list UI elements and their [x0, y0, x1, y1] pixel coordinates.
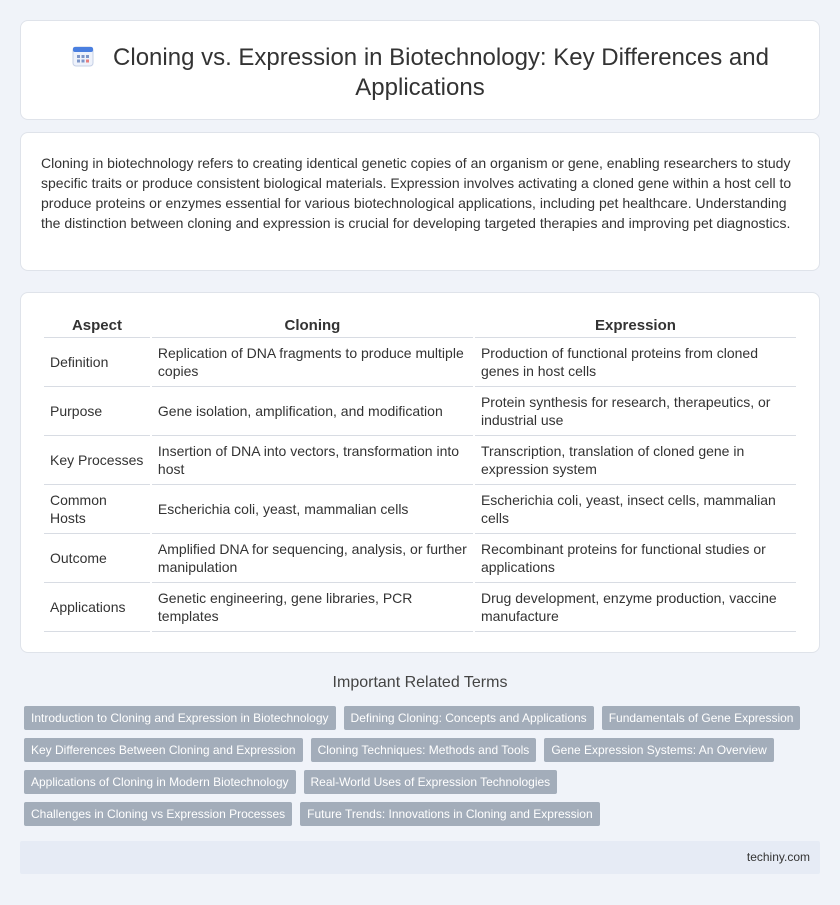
expression-cell: Recombinant proteins for functional studies or applications [475, 534, 796, 583]
related-terms-title: Important Related Terms [332, 674, 508, 691]
expression-cell: Production of functional proteins from cloned genes in host cells [475, 338, 796, 387]
comparison-table [42, 314, 798, 632]
page-title: Cloning vs. Expression in Biotechnology: Key Differences and Applications [113, 44, 769, 101]
related-term-tag[interactable]: Cloning Techniques: Methods and Tools [311, 738, 537, 762]
cloning-cell: Insertion of DNA into vectors, transformation into host [152, 436, 473, 485]
tag-row [24, 770, 816, 794]
cloning-cell: Genetic engineering, gene libraries, PCR templates [152, 583, 473, 632]
aspect-cell: Key Processes [44, 436, 150, 485]
aspect-cell: Definition [44, 338, 150, 387]
table-row [44, 583, 796, 632]
related-term-tag[interactable]: Introduction to Cloning and Expression in Biotechnology [24, 706, 336, 730]
expression-cell: Escherichia coli, yeast, insect cells, mammalian cells [475, 485, 796, 534]
intro-card [20, 132, 820, 271]
footer-site-link[interactable]: techiny.com [746, 850, 810, 864]
table-row [44, 534, 796, 583]
header-card [20, 20, 820, 120]
expression-cell: Transcription, translation of cloned gene in expression system [475, 436, 796, 485]
aspect-cell: Applications [44, 583, 150, 632]
header-aspect: Aspect [44, 314, 150, 338]
aspect-cell: Outcome [44, 534, 150, 583]
table-row [44, 436, 796, 485]
header-expression: Expression [475, 314, 796, 338]
calendar-icon [71, 44, 95, 68]
expression-cell: Protein synthesis for research, therapeutics, or industrial use [475, 387, 796, 436]
header-cloning: Cloning [152, 314, 473, 338]
table-row [44, 387, 796, 436]
related-term-tag[interactable]: Challenges in Cloning vs Expression Processes [24, 802, 292, 826]
related-term-tag[interactable]: Defining Cloning: Concepts and Applications [344, 706, 594, 730]
expression-cell: Drug development, enzyme production, vaccine manufacture [475, 583, 796, 632]
aspect-cell: Common Hosts [44, 485, 150, 534]
tag-row [24, 738, 816, 762]
related-term-tag[interactable]: Future Trends: Innovations in Cloning and Expression [300, 802, 600, 826]
tag-row [24, 802, 816, 826]
related-term-tag[interactable]: Applications of Cloning in Modern Biotechnology [24, 770, 296, 794]
footer [20, 841, 820, 874]
table-header-row [44, 314, 796, 338]
related-terms-tags [24, 706, 816, 834]
cloning-cell: Amplified DNA for sequencing, analysis, or further manipulation [152, 534, 473, 583]
cloning-cell: Gene isolation, amplification, and modification [152, 387, 473, 436]
cloning-cell: Escherichia coli, yeast, mammalian cells [152, 485, 473, 534]
cloning-cell: Replication of DNA fragments to produce multiple copies [152, 338, 473, 387]
table-row [44, 338, 796, 387]
related-term-tag[interactable]: Gene Expression Systems: An Overview [544, 738, 773, 762]
intro-paragraph: Cloning in biotechnology refers to creating identical genetic copies of an organism or gene, enabling researchers to study specific traits or produce consistent biological materials. Expression involves activating a cloned gene within a host cell to produce proteins or enzymes essential for various biotechnological applications, including pet healthcare. Understanding the distinction between cloning and expression is crucial for developing targeted therapies and improving pet diagnostics. [41, 155, 792, 231]
comparison-table-card [20, 292, 820, 653]
related-term-tag[interactable]: Fundamentals of Gene Expression [602, 706, 801, 730]
aspect-cell: Purpose [44, 387, 150, 436]
page-title-wrap [61, 43, 779, 103]
related-term-tag[interactable]: Real-World Uses of Expression Technologies [304, 770, 558, 794]
table-row [44, 485, 796, 534]
related-term-tag[interactable]: Key Differences Between Cloning and Expression [24, 738, 303, 762]
tag-row [24, 706, 816, 730]
